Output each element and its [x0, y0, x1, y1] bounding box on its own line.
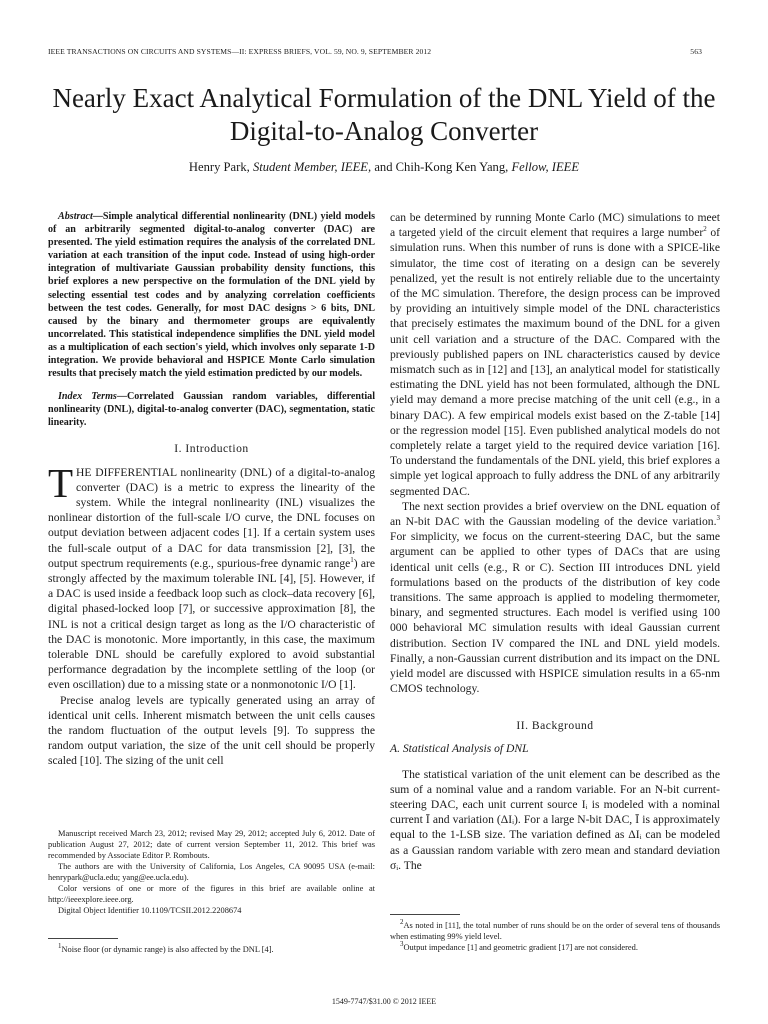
footnote-ref-3: 3 — [716, 514, 720, 523]
left-footnotes — [48, 828, 375, 916]
author-2: and Chih-Kong Ken Yang, — [374, 160, 509, 174]
footnote-ref-1: 1 — [350, 555, 354, 564]
footnote-2: $^2$As noted in [11], the total number of runs should be on the order of several tens of thousands when estimating 99% yield level. — [390, 918, 720, 941]
paper-title: Nearly Exact Analytical Formulation of the DNL Yield of the Digital-to-Analog Converter — [52, 83, 716, 146]
right-column — [390, 210, 720, 873]
footnote-rule-right — [390, 914, 460, 915]
subsection-heading: A. Statistical Analysis of DNL — [390, 741, 529, 755]
author-line — [40, 160, 728, 175]
author-1: Henry Park, — [188, 160, 250, 174]
abstract-label: Abstract — [58, 211, 93, 222]
copyright-footer: 1549-7747/$31.00 © 2012 IEEE — [331, 997, 437, 1006]
index-terms-text: —Correlated Gaussian random variables, differential nonlinearity (DNL), digital-to-analog converter (DAC), segmentation, static linearity. — [48, 391, 375, 429]
running-header: IEEE TRANSACTIONS ON CIRCUITS AND SYSTEMS—II: EXPRESS BRIEFS, VOL. 59, NO. 9, SEPTEMBER 2012 — [48, 47, 432, 56]
index-terms — [48, 390, 375, 429]
index-terms-label: Index Terms — [58, 391, 117, 403]
drop-cap: T — [48, 459, 74, 506]
author-2-role: Fellow, IEEE — [511, 160, 580, 174]
author-1-role: Student Member, IEEE, — [252, 160, 372, 174]
page-number: 563 — [690, 47, 702, 56]
color-note: Color versions of one or more of the figures in this brief are available online at http://ieeexplore.ieee.org. — [48, 884, 375, 904]
right-footnotes — [390, 920, 720, 953]
manuscript-note: Manuscript received March 23, 2012; revised May 29, 2012; accepted July 6, 2012. Date of publication August 27, 2012; date of current version September 11, 2012. This brief was recommended by Associate Editor P. Rombouts. — [48, 829, 375, 860]
abstract — [48, 210, 375, 380]
doi-note: Digital Object Identifier 10.1109/TCSII.2012.2208674 — [58, 906, 242, 915]
footnote-3: $^3$Output impedance [1] and geometric gradient [17] are not considered. — [400, 940, 638, 952]
section-heading-introduction: I. Introduction — [174, 441, 249, 455]
affiliation-note: The authors are with the University of California, Los Angeles, CA 90095 USA (e-mail: henrypark@ucla.edu; yang@ee.ucla.edu). — [48, 862, 375, 882]
abstract-text: —Simple analytical differential nonlinearity (DNL) yield models of an arbitrarily segmented digital-to-analog converter (DAC) are presented. The yield estimation requires the analysis of the correlated DNL variation at each transition of the input code. Instead of using high-order integration of multivariate Gaussian probability density functions, this brief explores a new perspective on the formulation of the DNL yield by selecting essential test codes and by analyzing correlation coefficients between the test codes. Generally, for most DAC designs > 6 bits, DNL caused by the binary and thermometer groups are equivalently uncorrelated. This statistical independence simplifies the DNL yield model as a multiplication of each section's yield, which involves only separate 1-D integration. We provide behavioral and HSPICE Monte Carlo simulation results that precisely match the yield estimation predicted by our models. — [48, 211, 375, 380]
intro-paragraph-1: THE DIFFERENTIAL nonlinearity (DNL) of a digital-to-analog converter (DAC) is a metric to express the linearity of the system. While the integral nonlinearity (INL) visualizes the nonlinear distortion of the full-scale I/O curve, the DNL focuses on output deviation between adjacent codes [1]. If a certain system uses the full-scale output of a DAC for data transmission [2], [3], the output spectrum requirements (e.g., spurious-free dynamic range$^1$) are strongly affected by the maximum tolerable INL [4], [5]. However, if a DAC is used inside a feedback loop such as clock–data recovery [6], digital phased-locked loop [7], or successive approximation [8], the INL is not a critical design target as long as the I/O characteristic of the DAC is monotonic. More importantly, in this case, the maximum tolerable DNL should be carefully explored to avoid substantial performance degradation by the incomplete settling of the loop (or even oscillation) due to a missing state or a nonmonotonic I/O [1]. — [48, 459, 375, 692]
footnote-rule-left — [48, 938, 118, 939]
right-paragraph-1: can be determined by running Monte Carlo (MC) simulations to meet a targeted yield of the circuit element that requires a large number$^2$ of simulation runs. When this number of runs is done with a SPICE-like simulator, the time cost of iterating on a design can be severely penalized, yet the result is not entirely reliable due to the uncertainty of the MC simulation. Therefore, the design process can be improved by providing an intuitively simple model of the DNL characteristics that precisely estimates the maximum bound of the DNL for a given unit cell variation and a structure of the DAC. Compared with the previously published papers on INL characteristics caused by device mismatch such as in [12] and [13], an analytical model for statistically estimating the DNL yield has not been formulated, although the DNL yield may demand a more precise matching of the unit cell (e.g., in a binary DAC). A few empirical models exist based on the Z-table [14] or the regression model [15]. Even published analytical models do not completely relate a target yield to the required device variation [16]. To understand the fundamentals of the DNL yield, this brief explores a simple yet logical approach to fully address the DNL of any arbitrarily segmented DAC. — [390, 211, 720, 498]
footnote-ref-2: 2 — [703, 225, 707, 234]
section-heading-background: II. Background — [516, 718, 594, 732]
right-paragraph-2: The next section provides a brief overview on the DNL equation of an N-bit DAC with the Gaussian modeling of the device variation.$^3$ For simplicity, we focus on the current-steering DAC, but the same argument can be applied to other types of DACs that are using identical unit cells (e.g., R or C). Section III introduces DNL yield formulations based on the products of the distribution of key code transitions. The same approach is applied to modeling thermometer, binary, and segmented structures. Each model is verified using 100 000 behavioral MC simulation results with ideal Gaussian current distribution. Section IV compared the INL and DNL yield models. Finally, a non-Gaussian current distribution and its impact on the DNL yield model are discussed with HSPICE simulation results in a 65-nm CMOS technology. — [390, 499, 720, 696]
footnote-1: $^1$Noise floor (or dynamic range) is also affected by the DNL [4]. — [58, 942, 274, 954]
background-paragraph: The statistical variation of the unit element can be described as the sum of a nominal value and a random variable. For an N-bit current-steering DAC, each unit current source Iᵢ is modeled with a nominal current Ī and variation (ΔIᵢ). For a large N-bit DAC, Ī is approximately equal to the 1-LSB size. The variation defined as ΔIᵢ can be modeled as a Gaussian random variable with zero mean and standard deviation σᵢ. The — [390, 767, 720, 872]
intro-paragraph-2: Precise analog levels are typically generated using an array of identical unit cells. Inherent mismatch between the unit cells causes the random fluctuation of the output levels [9]. To suppress the random output variation, the size of the unit cell should be properly scaled [10]. The sizing of the unit cell — [48, 693, 375, 768]
left-column — [48, 210, 375, 769]
